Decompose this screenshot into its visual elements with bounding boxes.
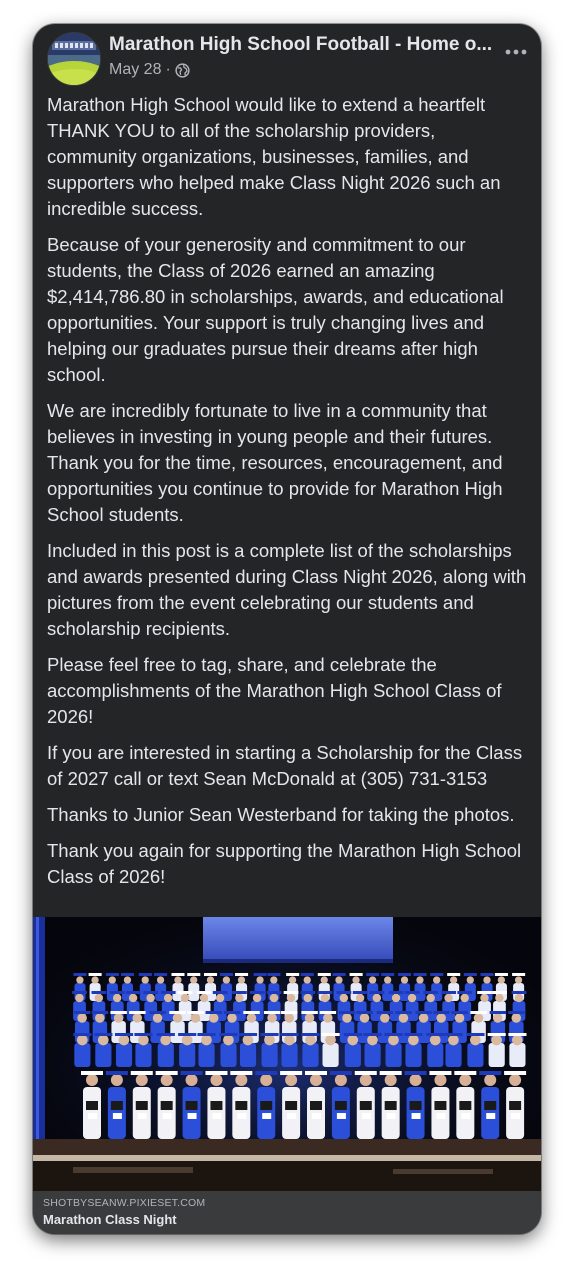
post-meta: [109, 60, 190, 80]
facebook-post-card: [33, 24, 541, 1234]
globe-icon: [175, 63, 190, 78]
meta-separator: ·: [165, 61, 171, 78]
page-name-link[interactable]: Marathon High School Football - Home o...: [109, 34, 493, 55]
post-paragraph: If you are interested in starting a Scholarship for the Class of 2027 call or text Sean McDonald at (305) 731-3153: [47, 742, 523, 789]
post-paragraph: Marathon High School would like to extend a heartfelt THANK YOU to all of the scholarship providers, community organizations, businesses, families, and supporters who helped make Class Night 2026 such an incredible success.: [47, 94, 501, 219]
post-body: [33, 92, 541, 890]
post-paragraph: Please feel free to tag, share, and celebrate the accomplishments of the Marathon High School Class of 2026!: [47, 654, 502, 727]
class-night-photo: [33, 917, 541, 1191]
post-paragraph: Because of your generosity and commitment to our students, the Class of 2026 earned an amazing $2,414,786.80 in scholarships, awards, and educational opportunities. Your support is truly changing lives and helping our graduates pursue their dreams after high school.: [47, 234, 504, 385]
post-date[interactable]: May 28: [109, 61, 162, 78]
link-title[interactable]: Marathon Class Night: [43, 1212, 177, 1227]
link-preview[interactable]: [33, 1191, 541, 1234]
post-paragraph: Included in this post is a complete list of the scholarships and awards presented during Class Night 2026, along with pictures from the event celebrating our students and scholarship recipients.: [47, 540, 527, 639]
post-paragraph: We are incredibly fortunate to live in a community that believes in investing in young people and their futures. Thank you for the time, resources, encouragement, and opportunities you continue to provide for Marathon High School students.: [47, 400, 503, 525]
link-domain: SHOTBYSEANW.PIXIESET.COM: [43, 1197, 206, 1209]
post-header: [33, 24, 541, 92]
post-photo[interactable]: [33, 917, 541, 1191]
page-avatar[interactable]: [47, 32, 101, 86]
post-paragraph: Thanks to Junior Sean Westerband for taking the photos.: [47, 804, 515, 825]
post-paragraph: Thank you again for supporting the Marathon High School Class of 2026!: [47, 840, 522, 887]
more-options-icon[interactable]: [503, 40, 529, 64]
avatar-image: [48, 33, 100, 85]
